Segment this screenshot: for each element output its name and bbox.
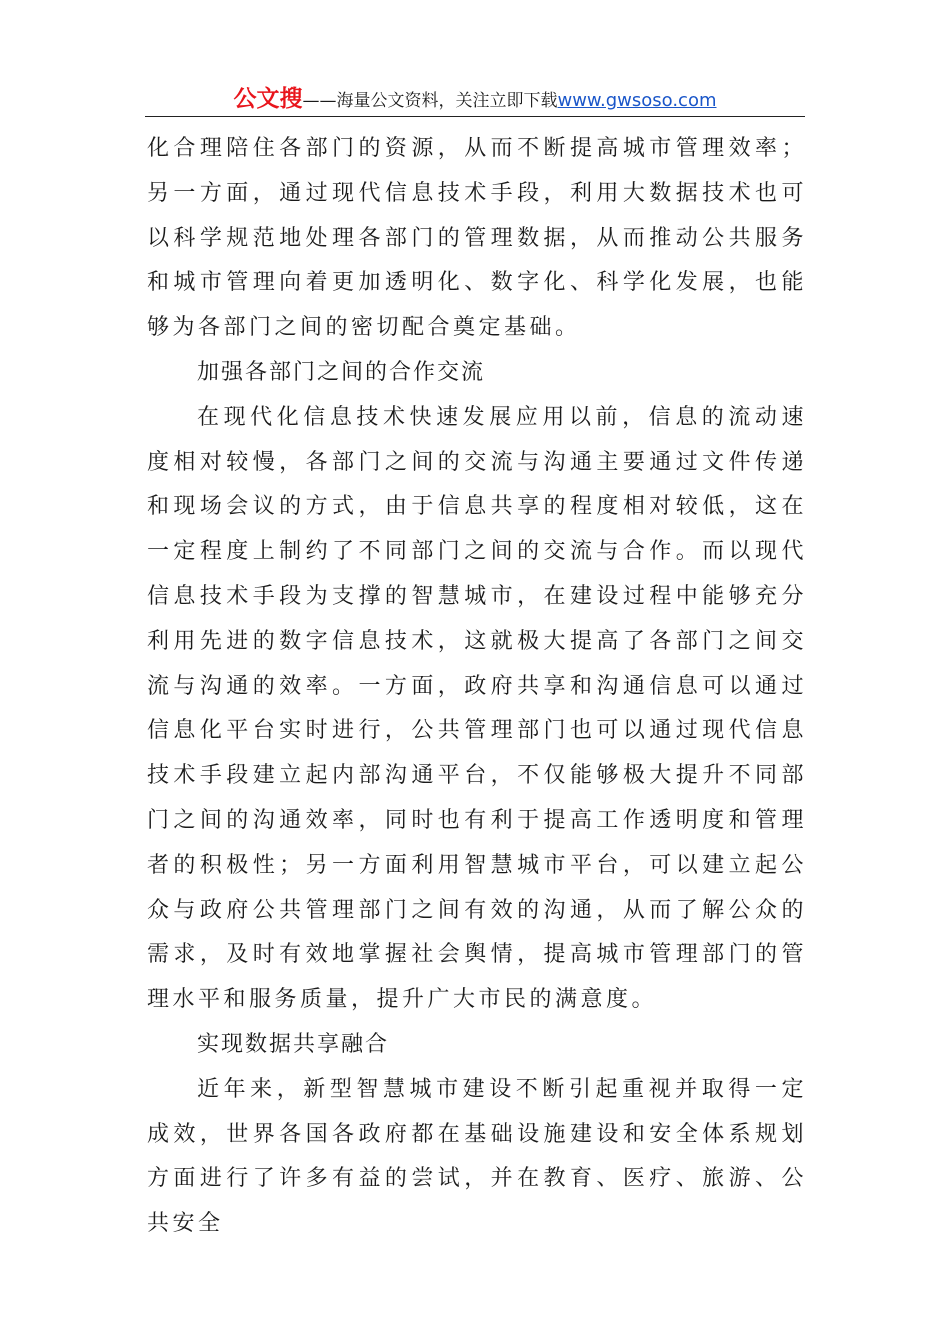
paragraph-continued: 化合理陪住各部门的资源，从而不断提高城市管理效率；另一方面，通过现代信息技术手段，利用大数据技术也可以科学规范地处理各部门的管理数据，从而推动公共服务和城市管理向着更加透明化、数字化、科学化发展，也能够为各部门之间的密切配合奠定基础。 [147,136,807,341]
brand-logo-text: 公文搜 [233,86,303,112]
paragraph-data-sharing: 近年来，新型智慧城市建设不断引起重视并取得一定成效，世界各国各政府都在基础设施建设和安全体系规划方面进行了许多有益的尝试，并在教育、医疗、旅游、公共安全 [147,1076,807,1237]
page-header [145,80,805,117]
paragraph-cooperation: 在现代化信息技术快速发展应用以前，信息的流动速度相对较慢，各部门之间的交流与沟通主要通过文件传递和现场会议的方式，由于信息共享的程度相对较低，这在一定程度上制约了不同部门之间的交流与合作。而以现代信息技术手段为支撑的智慧城市，在建设过程中能够充分利用先进的数字信息技术，这就极大提高了各部门之间交流与沟通的效率。一方面，政府共享和沟通信息可以通过信息化平台实时进行，公共管理部门也可以通过现代信息技术手段建立起内部沟通平台，不仅能够极大提升不同部门之间的沟通效率，同时也有利于提高工作透明度和管理者的积极性；另一方面利用智慧城市平台，可以建立起公众与政府公共管理部门之间有效的沟通，从而了解公众的需求，及时有效地掌握社会舆情，提高城市管理部门的管理水平和服务质量，提升广大市民的满意度。 [147,404,807,1013]
section-heading-data-sharing: 实现数据共享融合 [197,1031,390,1057]
site-link[interactable]: www.gwsoso.com [557,90,717,111]
document-body [147,127,807,1247]
header-tagline: ——海量公文资料，关注立即下载 [302,91,558,111]
section-heading-cooperation: 加强各部门之间的合作交流 [197,359,486,385]
